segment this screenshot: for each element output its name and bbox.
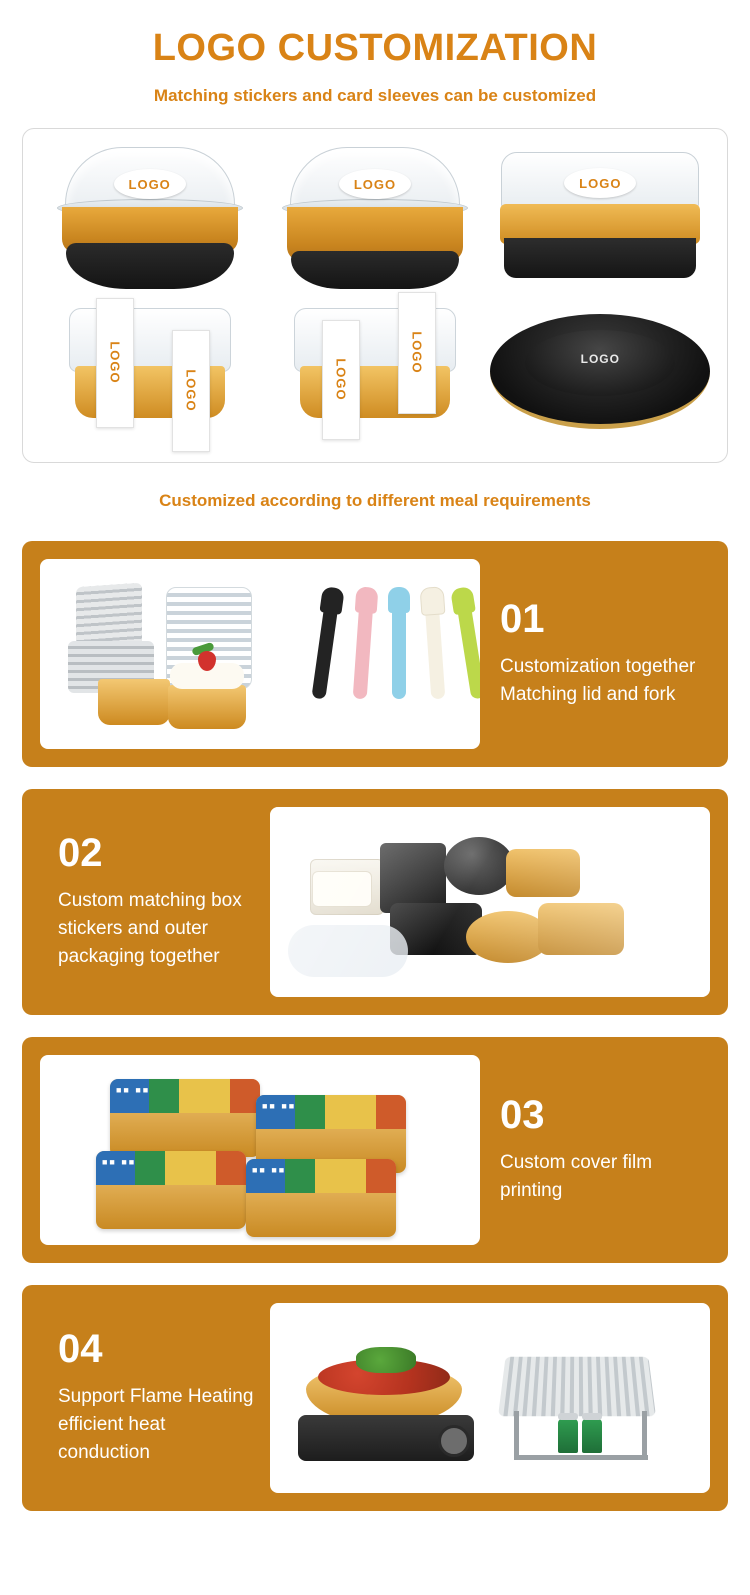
- black-bowl-base: [66, 243, 234, 289]
- product-image-round-black-gold-bowl: [37, 147, 262, 298]
- printed-film-tray-1: [110, 1079, 260, 1157]
- printed-film-top: [256, 1095, 406, 1129]
- fork-icon-white: [425, 602, 446, 699]
- film-print-text: ■■ ■■: [252, 1164, 287, 1175]
- feature-text-02: [40, 833, 270, 970]
- rect-foil-tray-icon: [498, 1357, 656, 1416]
- logo-sticker: LOGO: [114, 169, 186, 199]
- feature-image-04: [270, 1303, 710, 1493]
- sleeve-logo-text: LOGO: [183, 369, 199, 412]
- printed-film-tray-3: [96, 1151, 246, 1229]
- logo-sticker: LOGO: [339, 169, 411, 199]
- card-sleeve: [322, 320, 360, 440]
- packed-gold-tart-icon-1: [506, 849, 580, 897]
- card-sleeve-secondary: [398, 292, 436, 414]
- fork-icon-pink: [353, 602, 374, 699]
- feature-description: Customization together Matching lid and fork: [500, 656, 696, 705]
- fuel-canister-cap-1: [558, 1413, 578, 1420]
- printed-film-top: [246, 1159, 396, 1193]
- printed-film-top: [110, 1079, 260, 1113]
- fork-icon-blue: [392, 603, 406, 699]
- feature-number: 02: [58, 831, 103, 876]
- printed-film-tray-4: [246, 1159, 396, 1237]
- plastic-wrap-icon: [288, 925, 408, 977]
- logo-sticker: LOGO: [564, 168, 636, 198]
- film-print-text: ■■ ■■: [116, 1084, 151, 1095]
- product-image-gold-cup-with-sleeve: [262, 297, 487, 448]
- feature-image-02: [270, 807, 710, 997]
- gold-cup-icon-2: [168, 685, 246, 729]
- feature-image-01: [40, 559, 480, 749]
- feature-row-02: [22, 789, 728, 1015]
- fork-icon-black: [311, 602, 338, 699]
- feature-row-04: [22, 1285, 728, 1511]
- packed-gold-tart-icon-3: [538, 903, 624, 955]
- card-sleeve-secondary: [172, 330, 210, 452]
- vegetable-garnish-icon: [356, 1347, 416, 1373]
- feature-number: 03: [500, 1093, 545, 1138]
- film-print-text: ■■ ■■: [102, 1156, 137, 1167]
- logo-engraving: LOGO: [580, 351, 620, 366]
- fuel-canister-icon-1: [558, 1419, 578, 1453]
- product-showcase-grid: [37, 147, 713, 448]
- printed-film-top: [96, 1151, 246, 1185]
- section-caption: Customized according to different meal requirements: [159, 490, 591, 510]
- product-showcase-panel: [22, 128, 728, 463]
- feature-row-03: [22, 1037, 728, 1263]
- sticker-label-icon: [312, 871, 372, 907]
- chafing-stand-leg-right: [642, 1411, 647, 1459]
- feature-description: Custom matching box stickers and outer packaging together: [58, 890, 242, 967]
- sleeve-logo-text: LOGO: [107, 341, 123, 384]
- sleeve-logo-text: LOGO: [333, 358, 349, 401]
- feature-description: Custom cover film printing: [500, 1152, 653, 1201]
- feature-text-04: [40, 1329, 270, 1466]
- feature-number: 04: [58, 1327, 103, 1372]
- sleeve-logo-text: LOGO: [409, 331, 425, 374]
- fork-icon-green: [457, 602, 480, 699]
- film-print-text: ■■ ■■: [262, 1100, 297, 1111]
- black-bowl-base: [291, 251, 459, 289]
- feature-text-03: [480, 1095, 710, 1204]
- black-rect-base: [504, 238, 696, 278]
- page-title: LOGO CUSTOMIZATION: [152, 27, 598, 69]
- fuel-canister-icon-2: [582, 1419, 602, 1453]
- fuel-canister-cap-2: [582, 1413, 602, 1420]
- feature-description: Support Flame Heating efficient heat conduction: [58, 1386, 254, 1463]
- stove-knob-icon: [438, 1425, 470, 1457]
- feature-number: 01: [500, 597, 545, 642]
- product-image-black-lid: [488, 297, 713, 448]
- product-image-round-gold-bowl: [262, 147, 487, 298]
- gold-cup-icon: [98, 679, 170, 725]
- packed-dome-icon-1: [444, 837, 514, 895]
- page-subtitle: Matching stickers and card sleeves can be customized: [153, 85, 597, 105]
- chafing-stand-leg-left: [514, 1411, 519, 1459]
- feature-text-01: [480, 599, 710, 708]
- card-sleeve: [96, 298, 134, 428]
- feature-image-03: [40, 1055, 480, 1245]
- chafing-stand-rail: [514, 1455, 648, 1460]
- product-image-rectangular-container: [488, 147, 713, 298]
- feature-row-01: [22, 541, 728, 767]
- product-image-clear-cup-with-sleeve: [37, 297, 262, 448]
